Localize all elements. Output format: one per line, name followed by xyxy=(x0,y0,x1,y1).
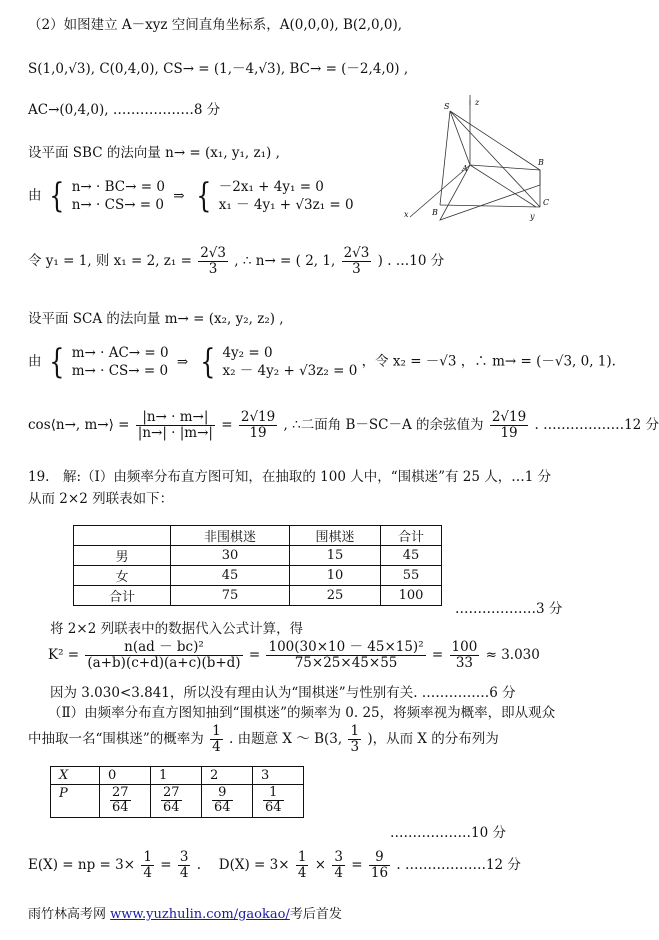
brace-icon: { xyxy=(49,342,65,383)
table-row: 合计 75 25 100 xyxy=(74,586,442,606)
system-sbc: 由 { n→ · BC→ = 0 n→ · CS→ = 0 ⇒ { －2x₁ + 4y₁ = 0 x₁ － 4y₁ + √3z₁ = 0 xyxy=(28,176,354,217)
brace-icon: { xyxy=(199,342,215,383)
q19-line4: 因为 3.030<3.841，所以没有理由认为“围棋迷”与性别有关. ……………6 分 xyxy=(50,685,516,701)
you-label: 由 xyxy=(28,187,42,204)
table-row: 男 30 15 45 xyxy=(74,546,442,566)
table-header-row: 非围棋迷 围棋迷 合计 xyxy=(74,526,442,546)
part2-line1: （2）如图建立 A－xyz 空间直角坐标系，A(0,0,0), B(2,0,0), xyxy=(28,17,403,33)
figure-label-b: B xyxy=(432,208,438,217)
figure-label-s: S xyxy=(444,102,450,111)
q19-line2: 从而 2×2 列联表如下： xyxy=(28,491,174,507)
system-sca: 由 { m→ · AC→ = 0 m→ · CS→ = 0 ⇒ { 4y₂ = 0 x₂ － 4y₂ + √3z₂ = 0 ，令 x₂ = －√3 ，∴ m→ = (－√3, 0, 1). xyxy=(28,342,616,383)
part2-line3: AC→(0,4,0), ………………8 分 xyxy=(28,102,221,118)
figure-label-c: C xyxy=(543,198,550,207)
expectation-variance: E(X) = np = 3× $\frac{1}{4}$ = $\frac{3}{4}$ . D(X) = 3× $\frac{1}{4}$ × $\frac{3}{4}$ = $\frac{9}{16}$ . ………………12 分 xyxy=(28,849,521,881)
figure-label-a: A xyxy=(462,164,468,173)
q19-line5: （Ⅱ）由频率分布直方图知抽到“围棋迷”的频率为 0. 25，将频率视为概率，即从观众 xyxy=(48,705,556,721)
figure-label-y: y xyxy=(530,212,535,221)
figure-label-b-upper: B xyxy=(538,158,544,167)
footer xyxy=(28,903,342,922)
contingency-table xyxy=(73,525,442,606)
score-3: ………………3 分 xyxy=(455,601,563,617)
implies-icon: ⇒ xyxy=(176,353,189,370)
footer-link[interactable]: www.yuzhulin.com/gaokao/ xyxy=(110,907,290,922)
implies-icon: ⇒ xyxy=(173,187,185,204)
part2-line4: 设平面 SBC 的法向量 n→ = (x₁, y₁, z₁) , xyxy=(28,145,280,161)
figure-label-z: z xyxy=(475,98,480,107)
score-10: ………………10 分 xyxy=(390,825,506,841)
part2-line7: 设平面 SCA 的法向量 m→ = (x₂, y₂, z₂) , xyxy=(28,311,284,327)
q19-line1: 19. 解:（Ⅰ）由频率分布直方图可知，在抽取的 100 人中，“围棋迷”有 25 人，…1 分 xyxy=(28,469,552,485)
footer-suffix: 考后首发 xyxy=(289,907,342,922)
footer-site: 雨竹林高考网 xyxy=(28,907,107,922)
part2-line2: S(1,0,√3), C(0,4,0), CS→ = (1,－4,√3), BC→ = (－2,4,0) , xyxy=(28,61,409,77)
q19-line3: 将 2×2 列联表中的数据代入公式计算，得 xyxy=(50,621,304,637)
normal-n-result: 令 y₁ = 1, 则 x₁ = 2, z₁ = $\frac{2√3}{3}$ , ∴ n→ = ( 2, 1, $\frac{2√3}{3}$ ) . …10 分 xyxy=(28,245,445,277)
table-row: 女 45 10 55 xyxy=(74,566,442,586)
pyramid-figure xyxy=(400,95,570,225)
cosine-line: cos⟨n→, m→⟩ = $\frac{|n\to \cdot m\to|}{|n\to| \cdot |m\to|}$ = $\frac{2√19}{19}$ , ∴二面角 B－SC－A 的余弦值为 $\frac{2√19}{19}$ . ………………12 分 xyxy=(28,409,659,441)
table-row: P $\frac{27}{64}$ $\frac{27}{64}$ $\frac{9}{64}$ $\frac{1}{64}$ xyxy=(51,785,304,818)
distribution-table xyxy=(50,766,304,818)
k2-formula: K² = $\frac{\text{n(ad － bc)²}}{(a+b)(c+d)(a+c)(b+d)}$ = $\frac{\text{100(30×10 － 45×15)²}}{75\times 25\times 45\times 55}$ = $\frac{100}{33}$ ≈ 3.030 xyxy=(48,639,540,671)
brace-icon: { xyxy=(196,176,212,217)
brace-icon: { xyxy=(49,176,65,217)
figure-label-x: x xyxy=(404,210,409,219)
table-row: X 0 1 2 3 xyxy=(51,767,304,785)
q19-line6: 中抽取一名“围棋迷”的概率为 $\frac{1}{4}$ . 由题意 X ～ B(3, $\frac{1}{3}$ )，从而 X 的分布列为 xyxy=(28,723,499,755)
